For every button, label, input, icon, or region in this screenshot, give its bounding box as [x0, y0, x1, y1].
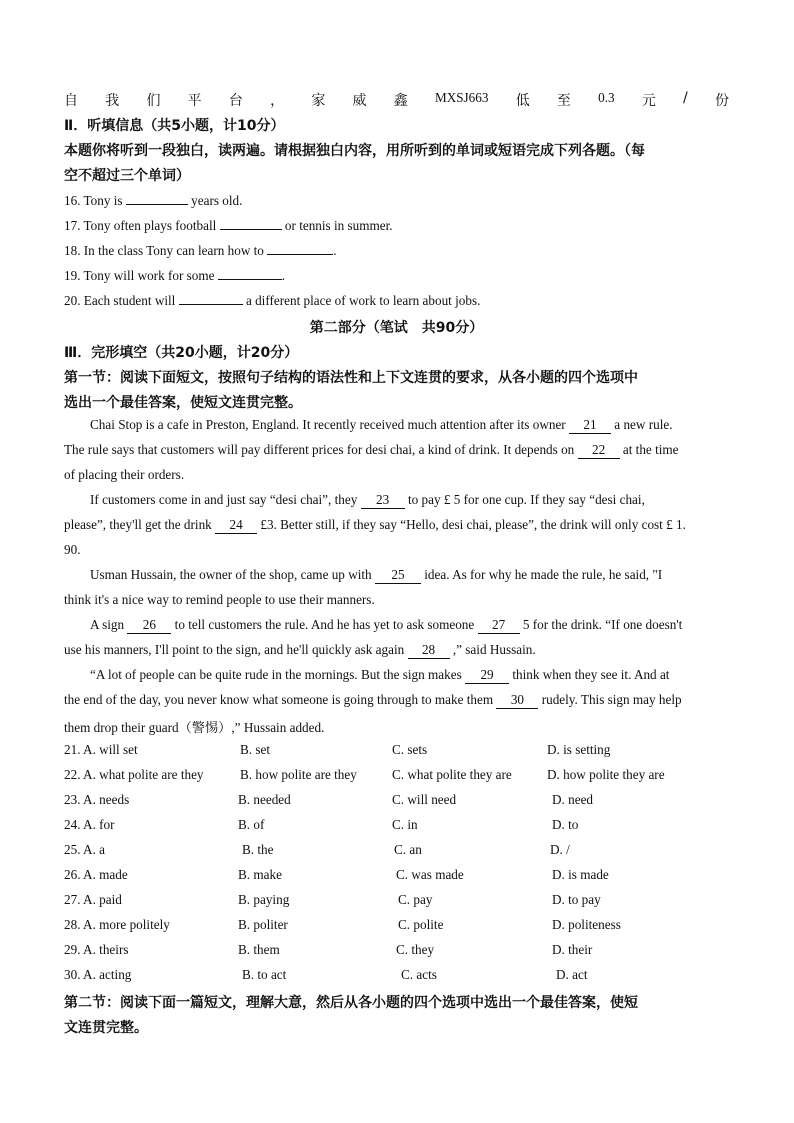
- option-d[interactable]: D. to pay: [552, 892, 601, 907]
- listening-item-20: 20. Each student will a different place of work to learn about jobs.: [64, 293, 481, 308]
- listening-item-17: 17. Tony often plays football or tennis in summer.: [64, 218, 393, 233]
- option-b[interactable]: B. to act: [242, 967, 287, 982]
- passage-line: Chai Stop is a cafe in Preston, England. It recently received much attention after its owner 21 a new rule.: [90, 417, 673, 432]
- question-22: [64, 767, 729, 787]
- section2-instruction-cont: 空不超过三个单词）: [64, 168, 190, 184]
- option-d[interactable]: D. act: [556, 967, 588, 982]
- option-d[interactable]: D. need: [552, 792, 594, 807]
- ad-char: 元: [641, 93, 656, 109]
- option-a[interactable]: 27. A. paid: [64, 892, 122, 907]
- passage-line: think it's a nice way to remind people to use their manners.: [64, 592, 375, 607]
- option-a[interactable]: 30. A. acting: [64, 967, 132, 982]
- option-d[interactable]: D. how polite they are: [547, 767, 665, 782]
- section3-sub1-instruction: 第一节：阅读下面短文，按照句子结构的语法性和上下文连贯的要求，从各小题的四个选项中: [64, 370, 638, 386]
- answer-blank[interactable]: [218, 267, 282, 280]
- option-b[interactable]: B. the: [242, 842, 274, 857]
- option-d[interactable]: D. their: [552, 942, 593, 957]
- question-25: [64, 842, 729, 862]
- option-c[interactable]: C. what polite they are: [392, 767, 512, 782]
- blank-25[interactable]: 25: [375, 567, 421, 584]
- option-c[interactable]: C. sets: [392, 742, 428, 757]
- question-24: [64, 817, 729, 837]
- option-c[interactable]: C. pay: [398, 892, 433, 907]
- ad-char: /: [683, 90, 688, 106]
- blank-30[interactable]: 30: [496, 692, 538, 709]
- option-b[interactable]: B. paying: [238, 892, 290, 907]
- question-21: [64, 742, 729, 762]
- ad-price: 0.3: [598, 90, 615, 105]
- option-b[interactable]: B. of: [238, 817, 265, 832]
- question-29: [64, 942, 729, 962]
- option-a[interactable]: 23. A. needs: [64, 792, 130, 807]
- listening-item-16: 16. Tony is years old.: [64, 193, 243, 208]
- blank-26[interactable]: 26: [127, 617, 171, 634]
- option-c[interactable]: C. in: [392, 817, 418, 832]
- option-a[interactable]: 26. A. made: [64, 867, 128, 882]
- listening-item-19: 19. Tony will work for some .: [64, 268, 286, 283]
- section3-sub1-instruction-cont: 选出一个最佳答案，使短文连贯完整。: [64, 395, 302, 411]
- passage-line: Usman Hussain, the owner of the shop, came up with 25 idea. As for why he made the rule, he said, "I: [90, 567, 663, 582]
- passage-line: them drop their guard（警惕）,” Hussain added.: [64, 720, 325, 735]
- ad-char: 们: [146, 93, 161, 109]
- blank-23[interactable]: 23: [361, 492, 405, 509]
- option-b[interactable]: B. how polite are they: [240, 767, 357, 782]
- ad-char: 我: [105, 93, 120, 109]
- section3-heading: Ⅲ．完形填空（共20小题，计20分）: [64, 345, 299, 361]
- ad-char: 家: [311, 93, 326, 109]
- ad-char: 威: [352, 93, 367, 109]
- answer-blank[interactable]: [267, 242, 333, 255]
- option-c[interactable]: C. was made: [396, 867, 464, 882]
- option-d[interactable]: D. /: [550, 842, 570, 857]
- option-a[interactable]: 24. A. for: [64, 817, 115, 832]
- option-c[interactable]: C. an: [394, 842, 422, 857]
- ad-char: ，: [270, 93, 285, 109]
- option-c[interactable]: C. acts: [401, 967, 437, 982]
- option-d[interactable]: D. is made: [552, 867, 609, 882]
- section2-heading: Ⅱ．听填信息（共5小题，计10分）: [64, 118, 285, 134]
- blank-21[interactable]: 21: [569, 417, 611, 434]
- part2-title: 第二部分（笔试 共90分）: [309, 320, 484, 336]
- option-a[interactable]: 28. A. more politely: [64, 917, 170, 932]
- section3-sub2-instruction-cont: 文连贯完整。: [64, 1020, 148, 1036]
- option-d[interactable]: D. to: [552, 817, 579, 832]
- blank-24[interactable]: 24: [215, 517, 257, 534]
- passage-line: of placing their orders.: [64, 467, 185, 482]
- ad-code: MXSJ663: [434, 90, 489, 105]
- option-c[interactable]: C. they: [396, 942, 435, 957]
- ad-char: 份: [714, 93, 729, 109]
- option-c[interactable]: C. polite: [398, 917, 444, 932]
- option-d[interactable]: D. is setting: [547, 742, 611, 757]
- option-b[interactable]: B. them: [238, 942, 280, 957]
- option-b[interactable]: B. needed: [238, 792, 291, 807]
- blank-27[interactable]: 27: [478, 617, 520, 634]
- option-a[interactable]: 25. A. a: [64, 842, 106, 857]
- question-30: [64, 967, 729, 987]
- blank-28[interactable]: 28: [408, 642, 450, 659]
- option-b[interactable]: B. make: [238, 867, 282, 882]
- listening-item-18: 18. In the class Tony can learn how to .: [64, 243, 337, 258]
- answer-blank[interactable]: [220, 217, 282, 230]
- answer-blank[interactable]: [126, 192, 188, 205]
- ad-char: 自: [64, 93, 78, 109]
- passage-line: please”, they'll get the drink 24 £3. Better still, if they say “Hello, desi chai, please”, the drink will only cost £ 1.: [64, 517, 686, 532]
- passage-line: use his manners, I'll point to the sign, and he'll quickly ask again 28 ,” said Hussain.: [64, 642, 536, 657]
- passage-line: “A lot of people can be quite rude in the mornings. But the sign makes 29 think when they see it. And at: [90, 667, 670, 682]
- ad-char: 低: [515, 93, 530, 109]
- option-a[interactable]: 21. A. will set: [64, 742, 138, 757]
- passage-line: A sign 26 to tell customers the rule. And he has yet to ask someone 27 5 for the drink. “If one doesn't: [90, 617, 683, 632]
- blank-29[interactable]: 29: [465, 667, 509, 684]
- ad-line: [64, 90, 729, 110]
- option-a[interactable]: 29. A. theirs: [64, 942, 129, 957]
- option-b[interactable]: B. set: [240, 742, 271, 757]
- question-27: [64, 892, 729, 912]
- question-28: [64, 917, 729, 937]
- passage-line: If customers come in and just say “desi chai”, they 23 to pay £ 5 for one cup. If they say “desi chai,: [90, 492, 645, 507]
- option-a[interactable]: 22. A. what polite are they: [64, 767, 204, 782]
- ad-char: 台: [228, 93, 243, 109]
- ad-char: 至: [556, 93, 571, 109]
- ad-char: 鑫: [393, 93, 408, 109]
- option-d[interactable]: D. politeness: [552, 917, 621, 932]
- blank-22[interactable]: 22: [578, 442, 620, 459]
- section2-instruction: 本题你将听到一段独白，读两遍。请根据独白内容，用所听到的单词或短语完成下列各题。（每: [64, 143, 645, 159]
- option-b[interactable]: B. politer: [238, 917, 288, 932]
- passage-line: 90.: [64, 542, 81, 557]
- passage-line: The rule says that customers will pay different prices for desi chai, a kind of drink. It depends on 22 at the time: [64, 442, 679, 457]
- passage-line: the end of the day, you never know what someone is going through to make them 30 rudely. This sign may help: [64, 692, 682, 707]
- question-26: [64, 867, 729, 887]
- question-23: [64, 792, 729, 812]
- answer-blank[interactable]: [179, 292, 243, 305]
- option-c[interactable]: C. will need: [392, 792, 457, 807]
- ad-char: 平: [187, 93, 202, 109]
- section3-sub2-instruction: 第二节：阅读下面一篇短文，理解大意，然后从各小题的四个选项中选出一个最佳答案，使短: [64, 995, 638, 1011]
